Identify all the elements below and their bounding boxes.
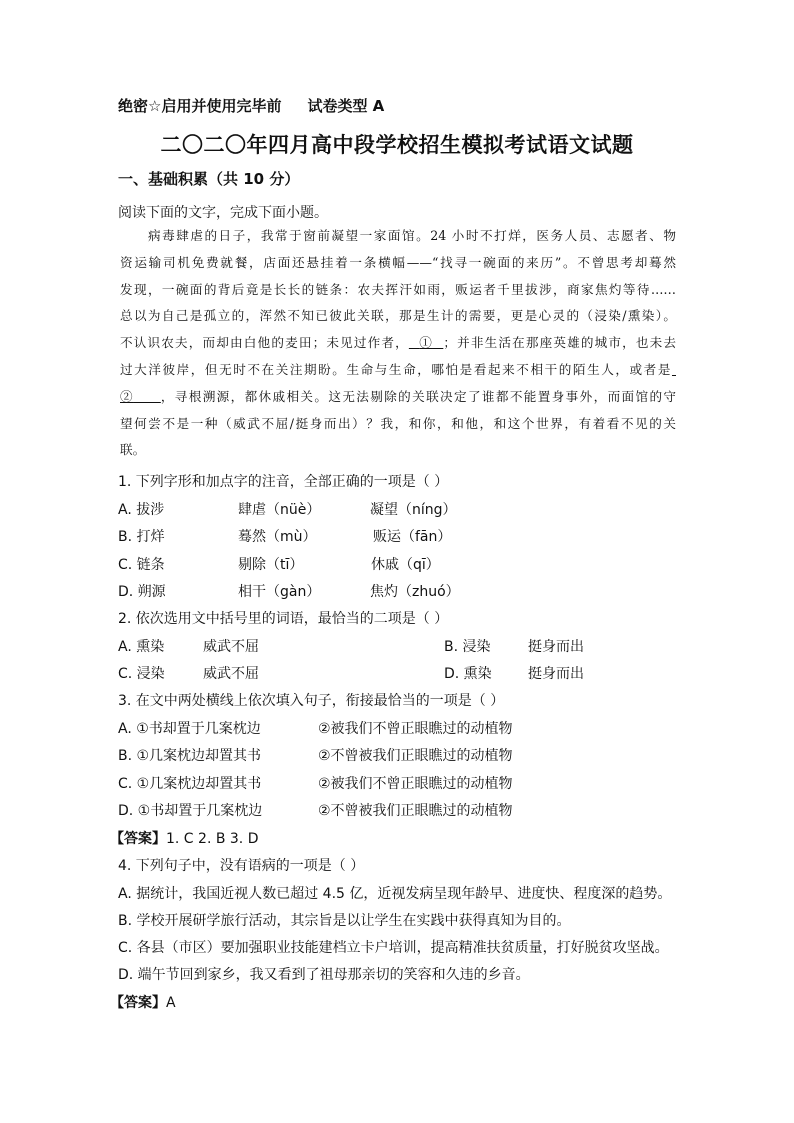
answer-label: 【答案】	[110, 995, 166, 1011]
answer-block-2	[110, 992, 176, 1012]
question-4-stem: 4. 下列句子中，没有语病的一项是（ ）	[118, 858, 365, 874]
section-heading: 一、基础积累（共 10 分）	[118, 170, 300, 188]
q3-option-second: ②被我们不曾正眼瞧过的动植物	[318, 721, 513, 737]
passage-line: 过大洋彼岸，但无时不在关注期盼。生命与生命，哪怕是看起来不相干的陌生人，或者是	[120, 361, 672, 377]
q1-option-pinyin-a: 相干（gàn）	[238, 584, 321, 600]
answer-block-1	[110, 828, 258, 848]
exam-type-label: 试卷类型 A	[307, 97, 385, 115]
q1-option-word: B. 打烊	[118, 529, 165, 545]
q1-option-pinyin-a: 剔除（tī）	[238, 557, 304, 573]
q3-option-first: A. ①书却置于几案枕边	[118, 721, 261, 737]
passage-line: 发现，一碗面的背后竟是长长的链条：农夫挥汗如雨，贩运者千里拔涉，商家焦灼等待……	[120, 281, 676, 297]
q3-option-first: C. ①几案枕边却置其书	[118, 776, 262, 792]
q3-option-first: D. ①书却置于几案枕边	[118, 803, 263, 819]
q1-option-word: C. 链条	[118, 557, 165, 573]
passage-line: 联。	[120, 442, 146, 458]
answer-text: 1. C 2. B 3. D	[166, 831, 259, 847]
q4-option-d: D. 端午节回到家乡，我又看到了祖母那亲切的笑容和久违的乡音。	[118, 967, 530, 983]
header-line	[118, 95, 384, 116]
q3-option-second: ②不曾被我们正眼瞧过的动植物	[318, 748, 513, 764]
q2-option-c-phrase: 威武不屈	[203, 666, 259, 682]
q3-option-first: B. ①几案枕边却置其书	[118, 748, 262, 764]
q2-option-a-phrase: 威武不屈	[203, 639, 259, 655]
passage-line: 资运输司机免费就餐，店面还悬挂着一条横幅——“找寻一碗面的来历”。不曾思考却蓦然	[120, 254, 676, 270]
q2-option-d-word: D. 熏染	[444, 666, 492, 682]
q1-option-pinyin-b: 凝望（níng）	[370, 502, 457, 518]
q3-option-second: ②不曾被我们正眼瞧过的动植物	[318, 803, 513, 819]
confidential-label: 绝密☆启用并使用完毕前	[118, 97, 282, 115]
q2-option-d-phrase: 挺身而出	[528, 666, 584, 682]
q1-option-word: A. 拔涉	[118, 502, 165, 518]
passage-line: 总以为自己是孤立的，浑然不知已彼此关联，那是生计的需要，更是心灵的（浸染/熏染）。	[120, 308, 676, 324]
exam-title: 二〇二〇年四月高中段学校招生模拟考试语文试题	[160, 133, 634, 157]
q2-option-b-word: B. 浸染	[444, 639, 491, 655]
q2-option-a-word: A. 熏染	[118, 639, 165, 655]
q1-option-pinyin-b: 休戚（qī）	[371, 557, 440, 573]
q2-option-c-word: C. 浸染	[118, 666, 165, 682]
passage-line: ② ，寻根溯源，都休戚相关。这无法剔除的关联决定了谁都不能置身事外，而面馆的守	[120, 388, 677, 404]
blank-1: ①	[419, 335, 433, 351]
q3-option-second: ②被我们不曾正眼瞧过的动植物	[318, 776, 513, 792]
q1-option-pinyin-b: 焦灼（zhuó）	[370, 584, 460, 600]
answer-text: A	[166, 995, 176, 1011]
blank-2: ②	[120, 388, 134, 404]
q1-option-pinyin-b: 贩运（fān）	[373, 529, 452, 545]
q4-option-a: A. 据统计，我国近视人数已超过 4.5 亿，近视发病呈现年龄早、进度快、程度深的趋势。	[118, 886, 672, 902]
passage-line: 病毒肆虐的日子，我常于窗前凝望一家面馆。24 小时不打烊，医务人员、志愿者、物	[148, 228, 676, 243]
q4-option-c: C. 各县（市区）要加强职业技能建档立卡户培训，提高精准扶贫质量，打好脱贫攻坚战。	[118, 940, 669, 956]
reading-instruction: 阅读下面的文字，完成下面小题。	[118, 205, 328, 221]
q4-option-b: B. 学校开展研学旅行活动，其宗旨是以让学生在实践中获得真知为目的。	[118, 913, 571, 929]
passage-line: 不认识农夫，而却由白他的麦田；未见过作者， ① ；并非生活在那座英雄的城市，也未去	[120, 335, 677, 351]
question-1-stem: 1. 下列字形和加点字的注音，全部正确的一项是（ ）	[118, 474, 449, 490]
q1-option-word: D. 朔源	[118, 584, 166, 600]
question-2-stem: 2. 依次选用文中括号里的词语，最恰当的二项是（ ）	[118, 611, 449, 627]
q2-option-b-phrase: 挺身而出	[528, 639, 584, 655]
q1-option-pinyin-a: 蓦然（mù）	[238, 529, 317, 545]
q1-option-pinyin-a: 肆虐（nüè）	[238, 502, 321, 518]
passage-line: 望何尝不是一种（威武不屈/挺身而出）？我，和你，和他，和这个世界，有着看不见的关	[120, 415, 676, 431]
question-3-stem: 3. 在文中两处横线上依次填入句子，衔接最恰当的一项是（ ）	[118, 693, 505, 709]
answer-label: 【答案】	[110, 831, 166, 847]
reading-passage	[120, 223, 676, 464]
